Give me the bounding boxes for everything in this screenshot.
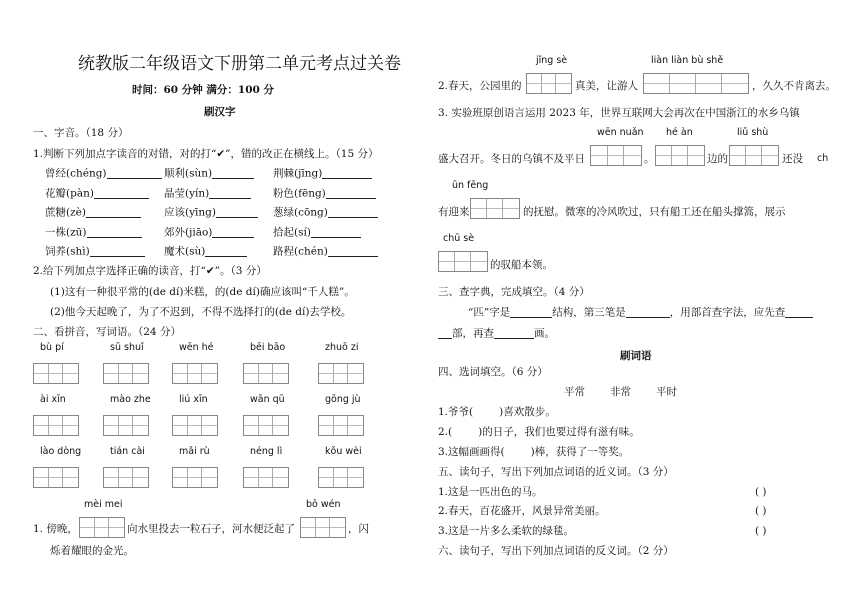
q1-answer-line[interactable] [216, 207, 258, 218]
q4-heading: 四、选词填空。（6 分） [438, 366, 548, 378]
q1-answer-line[interactable] [326, 188, 376, 199]
pinyin-label: bēi bāo [250, 342, 286, 353]
q5-item-1: 1.这是一匹出色的马。 [438, 486, 543, 498]
q1-item-word: 路程(chén) [273, 245, 328, 258]
q1-item [273, 188, 376, 199]
q2-s2-b: 真美，让游人 [575, 80, 638, 92]
q3-l1-a: “匹”字是 [468, 306, 511, 319]
q1-part1: 1.判断下列加点字读音的对错，对的打“✔”，错的改正在横线上。（15 分） [33, 148, 379, 160]
q5-heading: 五、读句子，写出下列加点词语的近义词。（3 分） [438, 466, 674, 478]
answer-box-liushu[interactable] [729, 145, 779, 166]
q1-item-word: 曾经(chéng) [45, 167, 107, 180]
q1-answer-line[interactable] [87, 227, 142, 238]
pinyin-label: tián cài [110, 446, 145, 457]
q5-paren-1[interactable]: ( ) [755, 486, 767, 498]
q1-item [164, 207, 258, 218]
q1-item-word: 花瓣(pàn) [45, 187, 94, 199]
q6-heading: 六、读句子，写出下列加点词语的反义词。（2 分） [438, 545, 674, 557]
writing-grid[interactable] [172, 467, 218, 488]
answer-box-lianlian[interactable] [643, 73, 749, 94]
q2-s1-c: ，闪 [348, 523, 369, 535]
q1-item [45, 168, 162, 179]
writing-grid[interactable] [103, 363, 149, 384]
q2-s1-b: 向水里投去一粒石子，河水便泛起了 [127, 523, 295, 535]
pinyin-label: mào zhe [110, 394, 151, 405]
answer-box-wennuan[interactable] [590, 145, 642, 166]
pinyin-wennuan: wēn nuǎn [597, 127, 644, 138]
pinyin-bowen: bō wén [306, 499, 341, 510]
pinyin-label: lào dòng [40, 446, 82, 457]
q3-l1-c: ，用部首查字法，应先查 [669, 306, 786, 319]
writing-grid[interactable] [243, 467, 289, 488]
answer-box-hean[interactable] [655, 145, 705, 166]
q4-l1-a: 1.爷爷( [438, 406, 474, 418]
answer-box-jingse[interactable] [526, 73, 572, 94]
pinyin-lianlian: liàn liàn bù shě [651, 55, 724, 66]
q4-l1-b: )喜欢散步。 [499, 406, 556, 418]
q1-item [164, 227, 254, 238]
q4-line3 [438, 447, 629, 458]
q1-answer-line[interactable] [328, 207, 378, 218]
q1-part2-a: (1)这有一种很平常的(de dí)米糕，的(de dí)确应该叫“千人糕”。 [50, 286, 355, 298]
q2-s2-c: ，久久不肯离去。 [752, 80, 836, 92]
writing-grid[interactable] [103, 415, 149, 436]
pinyin-liushu: liǔ shù [737, 127, 769, 138]
writing-grid[interactable] [33, 415, 79, 436]
q1-item-word: 葱绿(cōng) [273, 206, 328, 219]
q1-answer-line[interactable] [311, 227, 361, 238]
q1-item [45, 188, 149, 199]
blank-third-stroke[interactable] [626, 307, 670, 318]
q2-heading: 二、看拼音，写词语。（24 分） [33, 326, 181, 338]
q2-s3-g: 的驭船本领。 [490, 259, 553, 271]
pinyin-label: bù pí [40, 342, 64, 353]
pinyin-label: néng lì [250, 446, 283, 457]
q2-s3-c: 边的 [707, 153, 728, 165]
q3-heading: 三、查字典，完成填空。（4 分） [438, 286, 590, 298]
q3-l1-b: 结构，第三笔是 [552, 306, 626, 319]
q1-answer-line[interactable] [212, 227, 254, 238]
writing-grid[interactable] [33, 467, 79, 488]
q1-item-word: 蔗糖(zè) [45, 206, 86, 219]
q4-l3-b: )棒，获得了一等奖。 [530, 446, 630, 458]
writing-grid[interactable] [172, 363, 218, 384]
q1-answer-line[interactable] [107, 168, 162, 179]
writing-grid[interactable] [318, 467, 364, 488]
writing-grid[interactable] [33, 363, 79, 384]
q4-option-2: 非常 [610, 386, 631, 398]
q1-item-word: 魔术(sù) [164, 245, 206, 258]
q2-s3-f: 的抚慰。微寒的冷风吹过，只有船工还在船头撑篙，展示 [523, 206, 786, 218]
pinyin-label: zhuō zi [325, 342, 359, 353]
pinyin-label: wēn hé [179, 342, 214, 353]
answer-box-meimei[interactable] [79, 517, 125, 538]
q5-item-3: 3.这是一片多么柔软的绿毯。 [438, 525, 575, 537]
q2-s3: 3. 实验班原创语言运用 2023 年，世界互联网大会再次在中国浙江的水乡乌镇 [438, 107, 800, 119]
q2-s3-a: 盛大召开。冬日的乌镇不及平日 [438, 153, 585, 165]
pinyin-hean: hé àn [666, 127, 693, 138]
q1-part2: 2.给下列加点字选择正确的读音，打“✔”。（3 分） [33, 265, 267, 277]
writing-grid[interactable] [243, 363, 289, 384]
q3-l2-a: 部，再查 [452, 327, 494, 340]
q1-answer-line[interactable] [209, 188, 251, 199]
q2-s2-a: 2.春天，公园里的 [438, 80, 522, 92]
q1-item [273, 207, 378, 218]
q5-paren-3[interactable]: ( ) [755, 525, 767, 537]
q4-line2 [438, 427, 640, 438]
blank-strokes[interactable] [494, 328, 534, 339]
answer-box-chunfeng[interactable] [470, 198, 520, 219]
pinyin-label: sū shuǐ [110, 342, 144, 353]
pinyin-label: liú xīn [179, 394, 208, 405]
pinyin-unfeng: ūn fēng [452, 180, 489, 191]
q4-l2-a: 2.( [438, 426, 453, 438]
section-hanzi: 刷汉字 [204, 106, 236, 118]
q1-item [273, 168, 372, 179]
q2-s3-b: 。 [644, 153, 655, 165]
writing-grid[interactable] [318, 415, 364, 436]
writing-grid[interactable] [318, 363, 364, 384]
q3-l2-b: 画。 [534, 327, 555, 340]
q1-item-word: 应该(yīng) [164, 206, 216, 219]
q1-answer-line[interactable] [205, 246, 247, 257]
q2-s1-a: 1. 傍晚， [33, 523, 78, 535]
q1-item-word: 晶莹(yín) [164, 187, 210, 199]
pinyin-chuse: chū sè [443, 233, 475, 244]
pinyin-jingse: jǐng sè [536, 55, 568, 66]
pinyin-label: kǒu wèi [325, 446, 362, 457]
q5-item-2: 2.春天，百花盛开，风景异常美丽。 [438, 505, 606, 517]
q1-item [45, 207, 141, 218]
writing-grid[interactable] [103, 467, 149, 488]
exam-meta: 时间：60 分钟 满分：100 分 [132, 84, 274, 96]
pinyin-label: mǎi rù [179, 446, 210, 457]
q1-answer-line[interactable] [212, 168, 254, 179]
q2-s3-d: 还没 [782, 153, 803, 165]
q4-l2-b: )的日子，我们也要过得有滋有味。 [478, 426, 640, 438]
q1-item-word: 郊外(jiāo) [164, 226, 213, 238]
pinyin-label: wān qū [250, 394, 285, 405]
q1-item-word: 粉色(fēng) [273, 187, 326, 199]
q1-item-word: 一株(zū) [45, 226, 87, 238]
q4-l3-a: 3.这幅画画得( [438, 446, 505, 458]
q1-answer-line[interactable] [328, 246, 378, 257]
q1-item-word: 顺利(sùn) [164, 167, 213, 180]
q1-item [164, 168, 254, 179]
q4-line1 [438, 407, 556, 418]
q2-s3-e: 有迎来 [438, 206, 470, 218]
page-title: 统教版二年级语文下册第二单元考点过关卷 [78, 54, 401, 74]
section-ciyu: 刷词语 [620, 350, 652, 362]
q4-option-3: 平时 [656, 386, 677, 398]
writing-grid[interactable] [172, 415, 218, 436]
blank-structure[interactable] [510, 307, 552, 318]
q1-item [45, 227, 142, 238]
pinyin-label: ài xīn [40, 394, 66, 405]
answer-box-chuse[interactable] [438, 251, 488, 272]
q2-s1-d: 烁着耀眼的金光。 [50, 545, 134, 557]
q1-answer-line[interactable] [90, 246, 145, 257]
q3-line1 [468, 307, 813, 318]
pinyin-label: gōng jù [325, 394, 361, 405]
q1-answer-line[interactable] [94, 188, 149, 199]
q1-heading: 一、字音。（18 分） [33, 127, 129, 139]
q1-item-word: 饲养(shì) [45, 245, 90, 258]
q1-answer-line[interactable] [86, 207, 141, 218]
blank-radical-cont[interactable] [438, 328, 452, 339]
q1-item [164, 246, 247, 257]
q1-item-word: 荆棘(jīng) [273, 167, 323, 180]
q4-option-1: 平常 [564, 386, 585, 398]
q1-item [273, 246, 378, 257]
q1-item-word: 拾起(sí) [273, 226, 311, 238]
q3-line2 [438, 328, 555, 339]
pinyin-meimei: mèi mei [84, 499, 123, 510]
q1-item [164, 188, 251, 199]
answer-box-bowen[interactable] [300, 517, 346, 538]
q1-part2-b: (2)他今天起晚了，为了不迟到，不得不选择打的(de dí)去学校。 [50, 306, 352, 318]
q1-item [45, 246, 145, 257]
blank-radical[interactable] [785, 307, 813, 318]
writing-grid[interactable] [243, 415, 289, 436]
q1-item [273, 227, 361, 238]
q5-paren-2[interactable]: ( ) [755, 505, 767, 517]
pinyin-ch: ch [817, 153, 829, 164]
q1-answer-line[interactable] [322, 168, 372, 179]
